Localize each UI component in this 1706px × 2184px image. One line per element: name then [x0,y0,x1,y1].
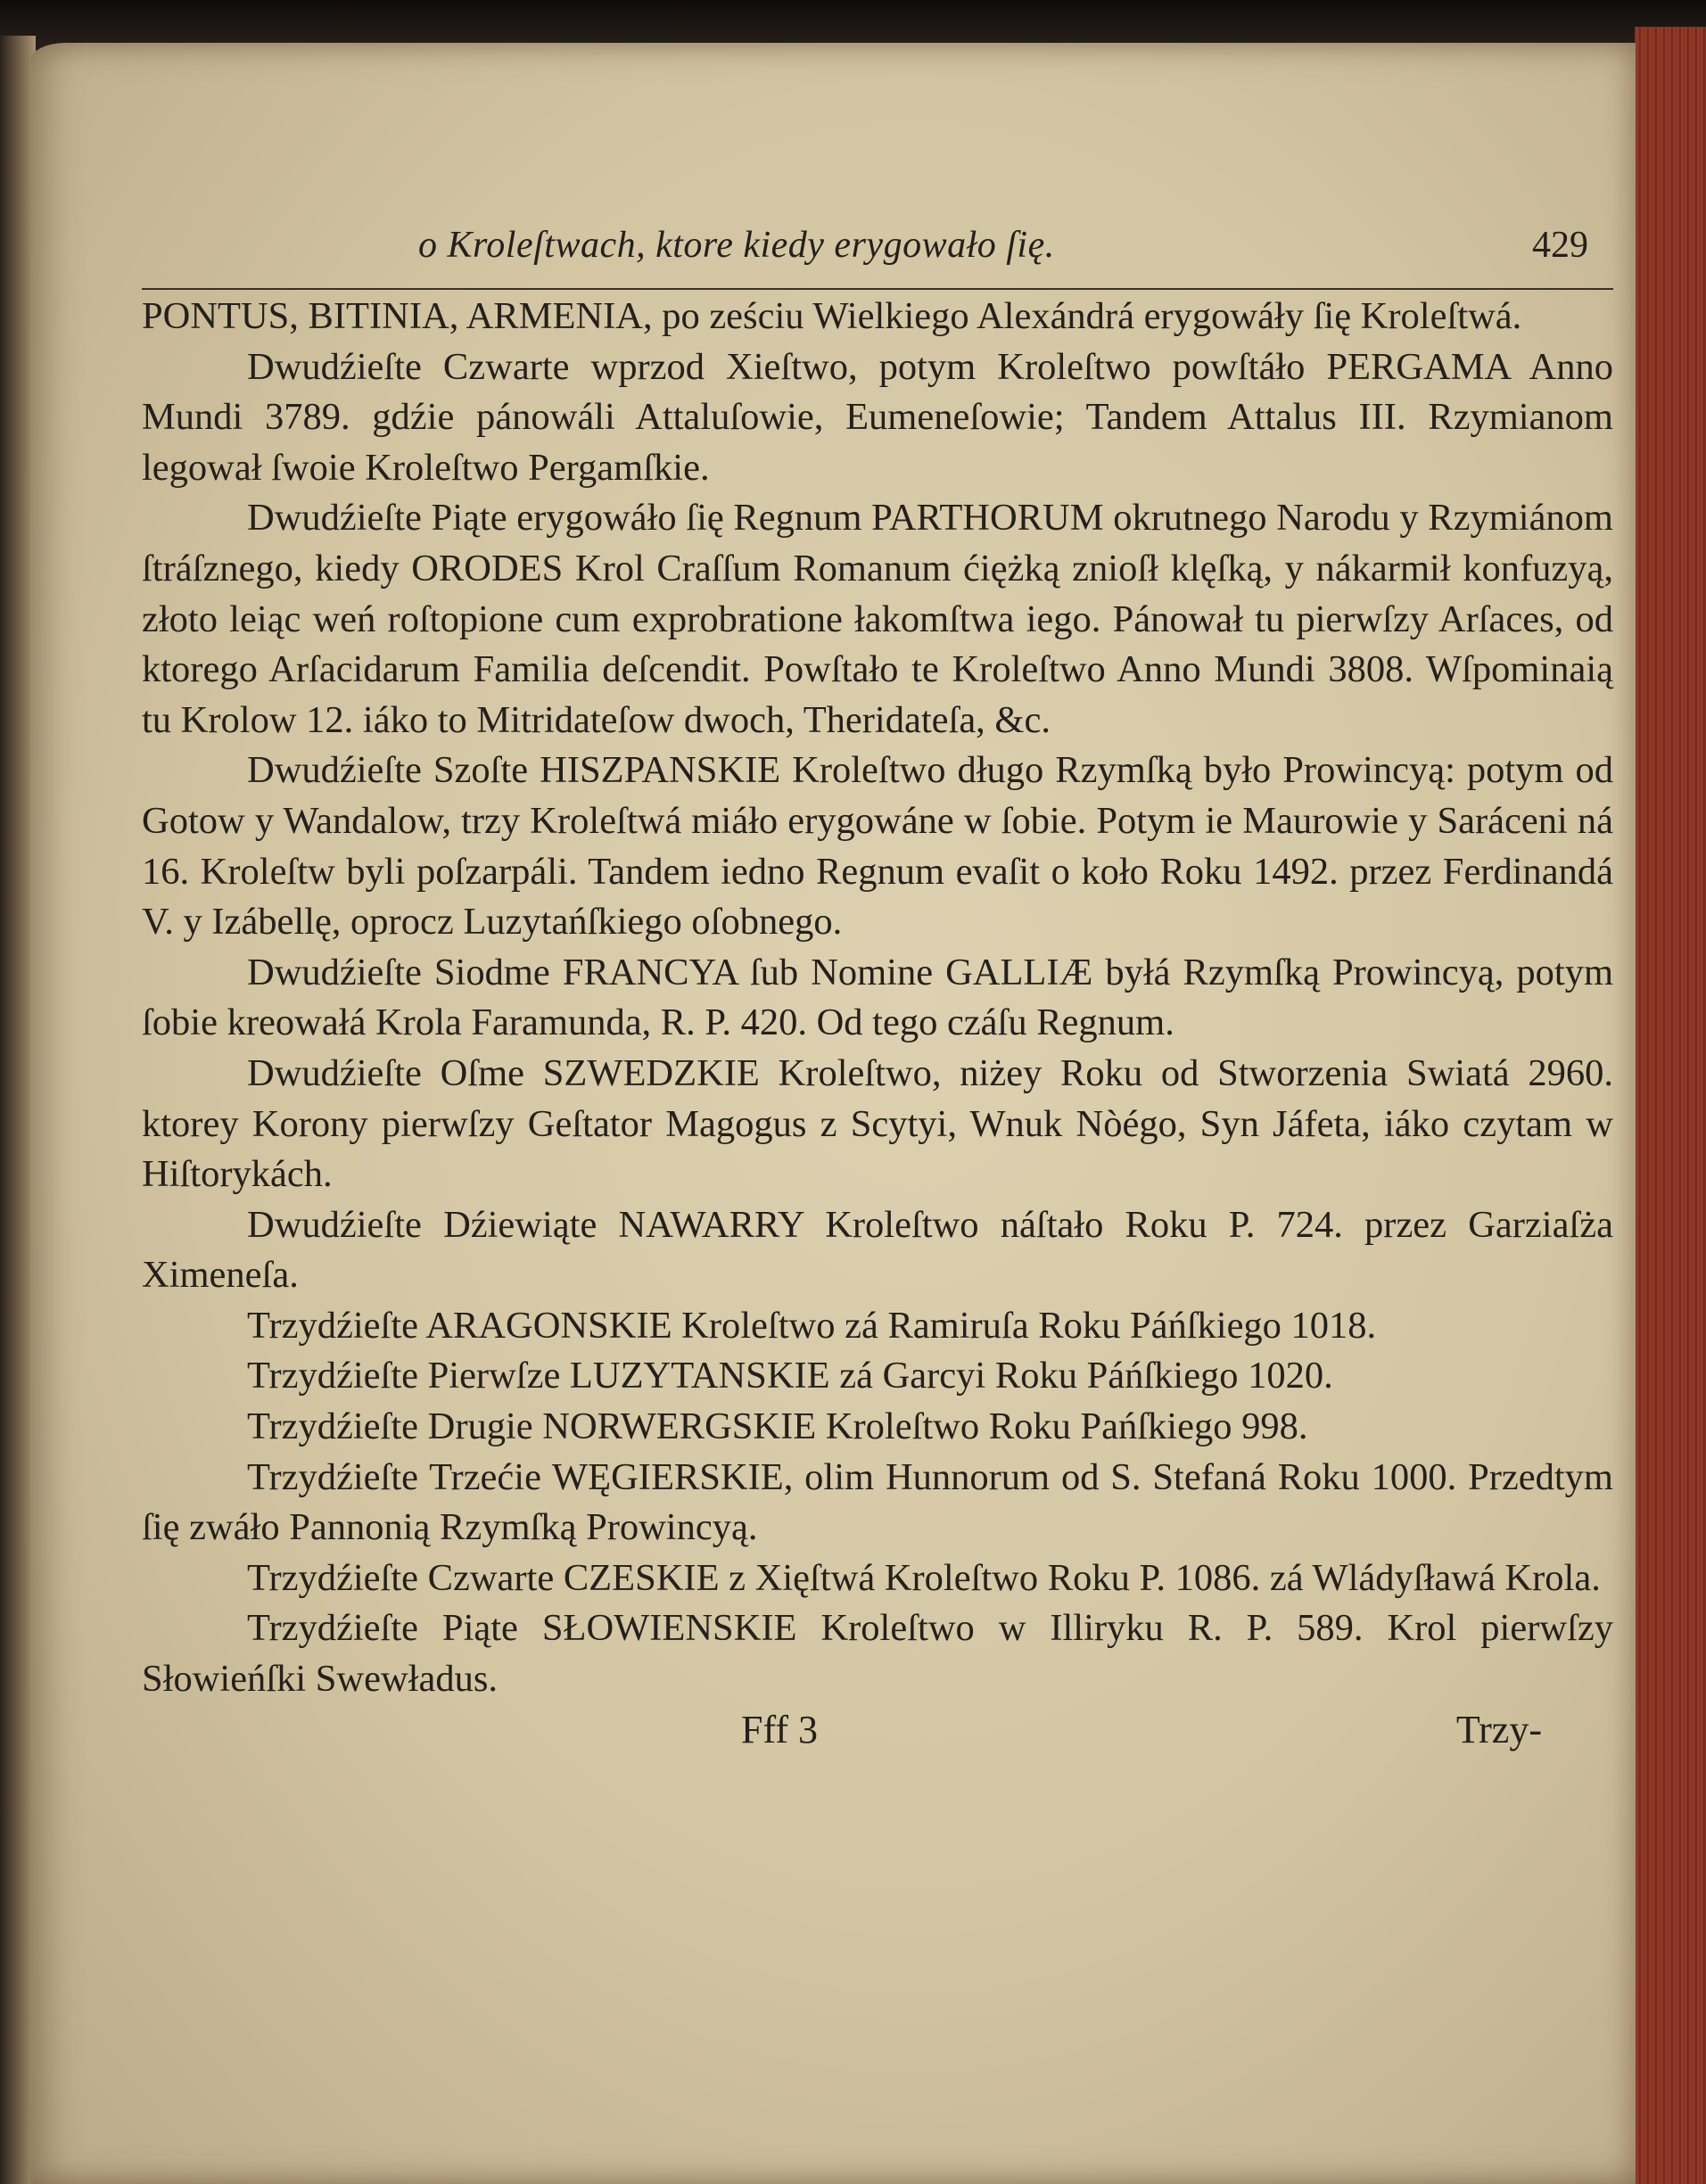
paragraph-pontus: PONTUS, BITINIA, ARMENIA, po ześciu Wielkiego Alexándrá erygowáły ſię Kroleſtwá. [142,295,1522,337]
paragraph-pergama: Dwudźieſte Czwarte wprzod Xieſtwo, potym Kroleſtwo powſtáło PERGAMA Anno Mundi 3789. gdźie pánowáli Attaluſowie, Eumeneſowie; Tandem Attalus III. Rzymianom legował ſwoie Kroleſtwo Pergamſkie. [142,345,1613,489]
paragraph-nawarry: Dwudźieſte Dźiewiąte NAWARRY Kroleſtwo náſtało Roku P. 724. przez Garziaſża Ximeneſa. [142,1203,1613,1297]
page-number: 429 [1532,225,1588,266]
printed-page [30,43,1636,2184]
running-title: o Kroleſtwach, ktore kiedy erygowało ſię. [418,225,1055,266]
catchword: Trzy- [1455,1707,1542,1751]
book-fore-edge [1635,27,1706,2184]
paragraph-hiszpanskie: Dwudźieſte Szoſte HISZPANSKIE Kroleſtwo długo Rzymſką było Prowincyą: potym od Gotow y Wandalow, trzy Kroleſtwá miáło erygowáne w ſobie. Potym ie Maurowie y Saráceni ná 16. Kroleſtw byli poſzarpáli. Tandem iedno Regnum evaſit o koło Roku 1492. przez Ferdinandá V. y Izábellę, oprocz Luzytańſkiego oſobnego. [142,749,1613,944]
text-block [142,292,1613,1705]
running-head [142,208,1613,290]
paragraph-czeskie: Trzydźieſte Czwarte CZESKIE z Xięſtwá Kroleſtwo Roku P. 1086. zá Wládyſławá Krola. [247,1556,1601,1599]
signature-mark: Fff 3 [741,1707,818,1751]
paragraph-norwergskie: Trzydźieſte Drugie NORWERGSKIE Kroleſtwo Roku Pańſkiego 998. [247,1405,1308,1448]
page-body [142,208,1613,1759]
paragraph-francya: Dwudźieſte Siodme FRANCYA ſub Nomine GALLIÆ byłá Rzymſką Prowincyą, potym ſobie kreowałá Krola Faramunda, R. P. 420. Od tego czáſu Regnum. [142,951,1613,1044]
paragraph-wegierskie: Trzydźieſte Trzećie WĘGIERSKIE, olim Hunnorum od S. Stefaná Roku 1000. Przedtym ſię zwáło Pannonią Rzymſką Prowincyą. [142,1455,1613,1549]
paragraph-szwedzkie: Dwudźieſte Oſme SZWEDZKIE Kroleſtwo, niżey Roku od Stworzenia Swiatá 2960. ktorey Korony pierwſzy Geſtator Magogus z Scytyi, Wnuk Nòégo, Syn Jáfeta, iáko czytam w Hiſtorykách. [142,1051,1613,1196]
paragraph-luzytanskie: Trzydźieſte Pierwſze LUZYTANSKIE zá Garcyi Roku Páńſkiego 1020. [247,1355,1333,1397]
paragraph-slowienskie: Trzydźieſte Piąte SŁOWIENSKIE Kroleſtwo w Illiryku R. P. 589. Krol pierwſzy Słowieńſki Swewładus. [142,1607,1613,1701]
paragraph-parthorum: Dwudźieſte Piąte erygowáło ſię Regnum PARTHORUM okrutnego Narodu y Rzymiánom ſtráſznego, kiedy ORODES Krol Craſſum Romanum ćiężką znioſł klęſką, y nákarmił konfuzyą, złoto leiąc weń roſtopione cum exprobratione łakomſtwa iego. Pánował tu pierwſzy Arſaces, od ktorego Arſacidarum Familia deſcendit. Powſtało te Kroleſtwo Anno Mundi 3808. Wſpominaią tu Krolow 12. iáko to Mitridateſow dwoch, Theridateſa, &c. [142,497,1613,741]
paragraph-aragonskie: Trzydźieſte ARAGONSKIE Kroleſtwo zá Ramiruſa Roku Páńſkiego 1018. [247,1304,1377,1347]
page-footer [142,1705,1613,1759]
